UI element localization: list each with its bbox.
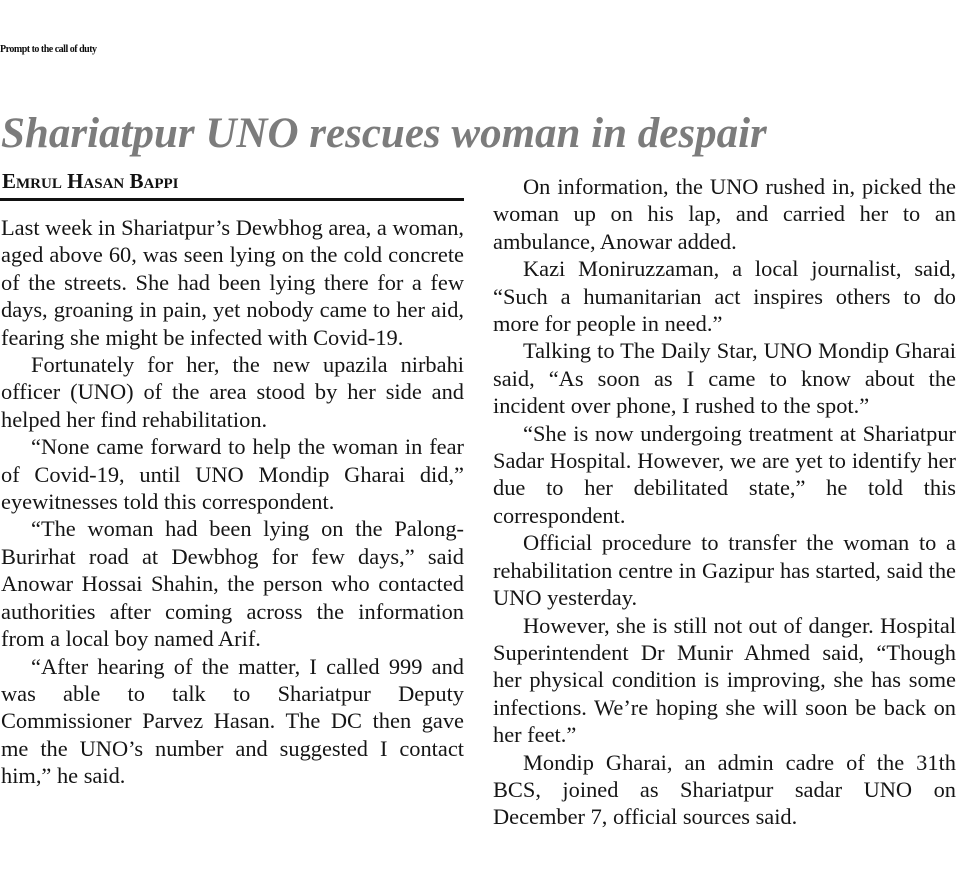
byline: Emrul Hasan Bappi — [2, 169, 179, 193]
paragraph: “She is now undergoing treatment at Shariatpur Sadar Hospital. However, we are yet to identify her due to her debilitated state,” he told this correspondent. — [493, 420, 956, 528]
paragraph: Talking to The Daily Star, UNO Mondip Gharai said, “As soon as I came to know about the incident over phone, I rushed to the spot.” — [493, 338, 956, 419]
paragraph: Mondip Gharai, an admin cadre of the 31th BCS, joined as Shariatpur sadar UNO on December 7, official sources said. — [493, 749, 956, 830]
paragraph: “None came forward to help the woman in fear of Covid-19, until UNO Mondip Gharai did,” eyewitnesses told this correspondent. — [1, 434, 464, 515]
headline: Prompt to the call of duty — [0, 44, 97, 55]
paragraph: Last week in Shariatpur’s Dewbhog area, a woman, aged above 60, was seen lying on the cold concrete of the streets. She had been lying there for a few days, groaning in pain, yet nobody came to her aid, fearing she might be infected with Covid-19. — [1, 215, 464, 350]
paragraph: However, she is still not out of danger. Hospital Superintendent Dr Munir Ahmed said, “Though her physical condition is improving, she has some infections. We’re hoping she will soon be back on her feet.” — [493, 612, 956, 748]
paragraph: Fortunately for her, the new upazila nirbahi officer (UNO) of the area stood by her side and helped her find rehabilitation. — [1, 352, 464, 432]
left-column — [1, 214, 464, 790]
paragraph: On information, the UNO rushed in, picked the woman up on his lap, and carried her to an ambulance, Anowar added. — [493, 174, 956, 254]
subheadline: Shariatpur UNO rescues woman in despair — [1, 110, 767, 157]
paragraph: Official procedure to transfer the woman to a rehabilitation centre in Gazipur has started, said the UNO yesterday. — [493, 530, 956, 611]
paragraph: “After hearing of the matter, I called 999 and was able to talk to Shariatpur Deputy Commissioner Parvez Hasan. The DC then gave me the UNO’s number and suggested I contact him,” he said. — [1, 653, 464, 789]
right-column — [493, 173, 956, 831]
paragraph: “The woman had been lying on the Palong-Burirhat road at Dewbhog for few days,” said Anowar Hossai Shahin, the person who contacted authorities after coming across the information from a local boy named Arif. — [1, 516, 464, 652]
byline-divider — [0, 198, 464, 201]
paragraph: Kazi Moniruzzaman, a local journalist, said, “Such a humanitarian act inspires others to do more for people in need.” — [493, 256, 956, 337]
